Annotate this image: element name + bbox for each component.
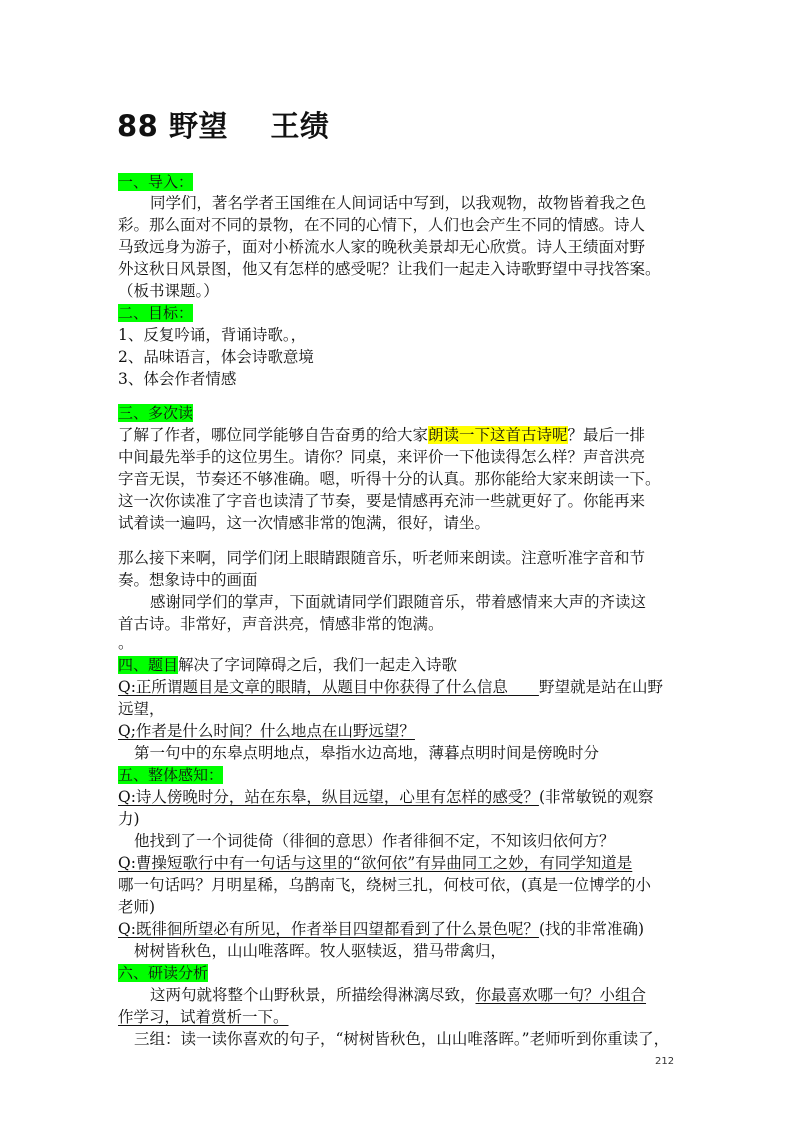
- text-run: 这两句就将整个山野秋景，所描绘得淋漓尽致，: [150, 986, 476, 1004]
- paragraph-line: 奏。想象诗中的画面: [118, 571, 258, 589]
- question-line: 力): [118, 810, 140, 828]
- paragraph-line: 彩。那么面对不同的景物，在不同的心情下，人们也会产生不同的情感。诗人: [118, 216, 646, 234]
- paragraph-line: 。: [118, 634, 134, 652]
- paragraph-line: （板书课题。）: [118, 282, 219, 300]
- paragraph-line: 三组：读一读你喜欢的句子，“树树皆秋色，山山唯落晖。”老师听到你重读了，: [134, 1030, 670, 1048]
- heading-highlight: 六、研读分析: [118, 964, 209, 982]
- paragraph-line: 中间最先举手的这位男生。请你？同桌，来评价一下他读得怎么样？声音洪亮: [118, 448, 646, 466]
- goal-item: 3、体会作者情感: [118, 370, 237, 388]
- text-run: ？最后一排: [567, 426, 646, 444]
- section-heading-reading: [118, 402, 193, 424]
- paragraph-line: 试着读一遍吗，这一次情感非常的饱满，很好，请坐。: [118, 514, 491, 532]
- paragraph-line: 感谢同学们的掌声，下面就请同学们跟随音乐，带着感情来大声的齐读这: [150, 593, 647, 611]
- heading-highlight: 三、多次读: [118, 404, 194, 422]
- page-title: 88 野望 王绩: [117, 109, 330, 143]
- comment-text: (非常敏锐的观察: [538, 788, 654, 806]
- question-line: [118, 918, 644, 940]
- paragraph-line: [118, 424, 645, 446]
- question-text: Q:正所谓题目是文章的眼睛，从题目中你获得了什么信息: [118, 678, 508, 696]
- page-number: 212: [655, 1056, 675, 1067]
- goal-item: 1、反复吟诵，背诵诗歌。，: [118, 326, 307, 344]
- answer-blank: [508, 678, 539, 696]
- section-heading-intro: [118, 171, 193, 193]
- goal-item: 2、品味语言，体会诗歌意境: [118, 348, 314, 366]
- paragraph-line: 哪一句话吗？月明星稀，乌鹊南飞，绕树三扎，何枝可依，(真是一位博学的小: [118, 876, 652, 894]
- heading-highlight: 五、整体感知：: [118, 766, 224, 784]
- section-heading-overall: [118, 764, 223, 786]
- paragraph-line: 马致远身为游子，面对小桥流水人家的晚秋美景却无心欣赏。诗人王绩面对野: [118, 238, 646, 256]
- question-text: Q:诗人傍晚时分，站在东皋，纵目远望，心里有怎样的感受？: [118, 788, 539, 806]
- answer-text: 野望就是站在山野: [538, 678, 663, 696]
- paragraph-line: 老师): [118, 898, 156, 916]
- heading-highlight: 一、导入：: [118, 173, 194, 191]
- question-line: [118, 786, 654, 808]
- question-line: 远望，: [118, 700, 165, 718]
- answer-line: 他找到了一个词徙倚（徘徊的意思）作者徘徊不定，不知该归依何方？: [134, 832, 615, 850]
- highlighted-phrase: 朗读一下这首古诗呢: [428, 426, 568, 444]
- paragraph-line: 这一次你读准了字音也读清了节奏，要是情感再充沛一些就更好了。你能再来: [118, 492, 646, 510]
- underlined-prompt: 你最喜欢哪一句？小组合: [475, 986, 647, 1004]
- question-text: Q;作者是什么时间？什么地点在山野远望？: [118, 722, 415, 740]
- heading-highlight: 四、题目: [118, 656, 179, 674]
- paragraph-line: 首古诗。非常好，声音洪亮，情感非常的饱满。: [118, 615, 444, 633]
- heading-highlight: 二、目标：: [118, 304, 194, 322]
- paragraph-line: 同学们，著名学者王国维在人间词话中写到，以我观物，故物皆着我之色: [150, 194, 647, 212]
- question-text: Q:既徘徊所望必有所见，作者举目四望都看到了什么景色呢？: [118, 920, 539, 938]
- section-heading-analysis: [118, 962, 208, 984]
- paragraph-line: 字音无误，节奏还不够准确。嗯，听得十分的认真。那你能给大家来朗读一下。: [118, 470, 661, 488]
- answer-line: 树树皆秋色，山山唯落晖。牧人驱犊返，猎马带禽归，: [134, 942, 507, 960]
- paragraph-line: 那么接下来啊，同学们闭上眼睛跟随音乐，听老师来朗读。注意听准字音和节: [118, 549, 646, 567]
- section-heading-title: [118, 654, 457, 676]
- paragraph-line: [150, 984, 646, 1006]
- text-run: 解决了字词障碍之后，我们一起走入诗歌: [178, 656, 458, 674]
- text-run: 了解了作者，哪位同学能够自告奋勇的给大家: [118, 426, 429, 444]
- underlined-prompt: 作学习，试着赏析一下。: [118, 1008, 289, 1026]
- section-heading-goals: [118, 302, 193, 324]
- comment-text: (找的非常准确): [538, 920, 645, 938]
- answer-line: 第一句中的东皋点明地点，皋指水边高地，薄暮点明时间是傍晚时分: [134, 744, 600, 762]
- question-line: [118, 676, 663, 698]
- question-text: Q:曹操短歌行中有一句话与这里的“欲何依”有异曲同工之妙，有同学知道是: [118, 854, 633, 872]
- paragraph-line: 外这秋日风景图，他又有怎样的感受呢？让我们一起走入诗歌野望中寻找答案。: [118, 260, 661, 278]
